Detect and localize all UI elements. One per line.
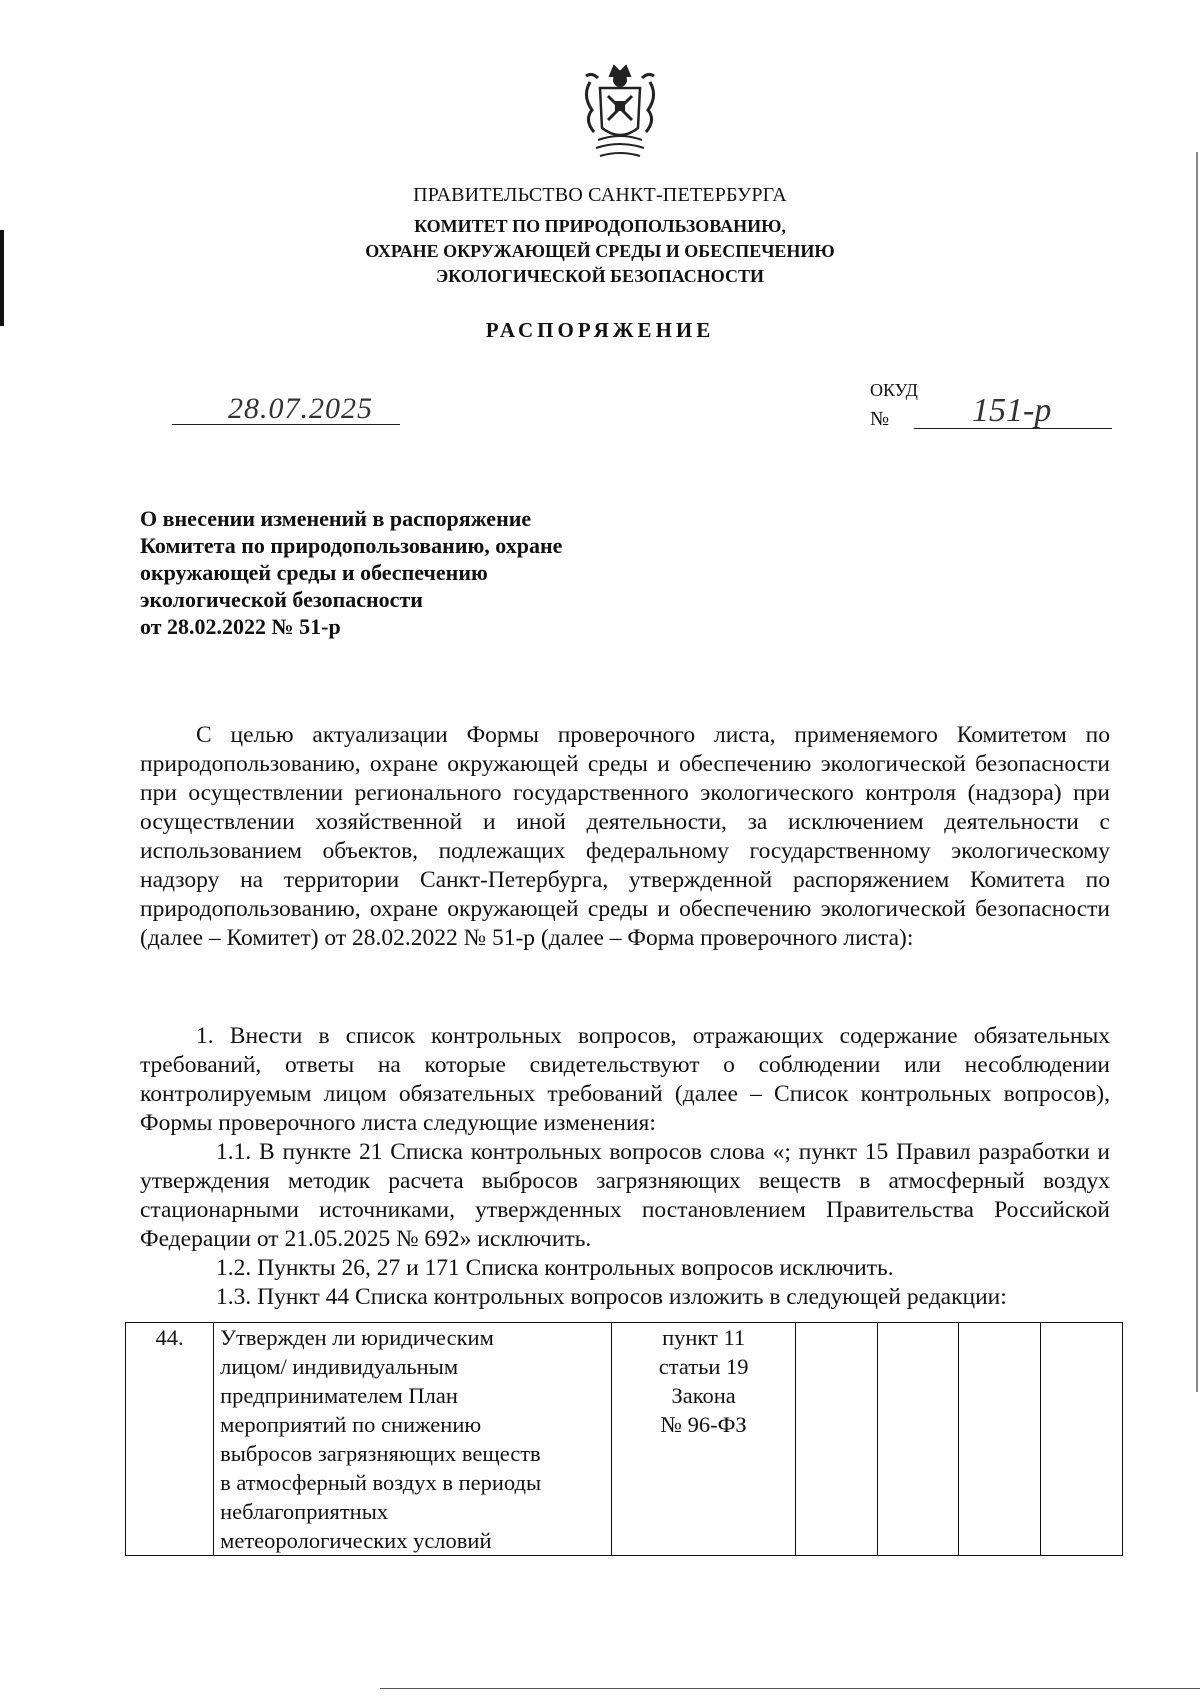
item-1-paragraph: 1. Внести в список контрольных вопросов, отражающих содержание обязательных требований, ответы на которые свидетельствуют о соблюдении или несоблюдении контролируемым лицом обязательных требований (далее – Список контрольных вопросов), Формы проверочного листа следующие изменения:	[140, 1023, 1110, 1136]
question-line: лицом/ индивидуальным	[220, 1354, 459, 1379]
number-underline	[914, 428, 1112, 429]
preamble-paragraph: С целью актуализации Формы проверочного листа, применяемого Комитетом по природопользованию, охране окружающей среды и обеспечению экологической безопасности при осуществлении регионального государственного экологического контроля (надзора) при осуществлении хозяйственной и иной деятельности, за исключением деятельности с использованием объектов, подлежащих федеральному государственному экологическому надзору на территории Санкт-Петербурга, утвержденной распоряжением Комитета по природопользованию, охране окружающей среды и обеспечению экологической безопасности (далее – Комитет) от 28.02.2022 № 51-р (далее – Форма проверочного листа):	[140, 722, 1110, 951]
preamble-block	[140, 721, 1110, 953]
question-cell	[214, 1323, 612, 1556]
question-line: в атмосферный воздух в периоды	[220, 1470, 542, 1495]
question-line: выбросов загрязняющих веществ	[220, 1441, 541, 1466]
document-type-title: РАСПОРЯЖЕНИЕ	[485, 318, 715, 342]
amendment-table	[125, 1322, 1123, 1556]
date-underline	[172, 424, 400, 425]
committee-line: ОХРАНЕ ОКРУЖАЮЩЕЙ СРЕДЫ И ОБЕСПЕЧЕНИЮ	[365, 241, 835, 261]
reference-line: статьи 19	[658, 1354, 749, 1379]
table-row	[126, 1323, 1123, 1556]
subject-line: от 28.02.2022 № 51-р	[140, 614, 341, 639]
scan-edge-line	[1196, 152, 1198, 1392]
reference-line: № 96-ФЗ	[660, 1412, 747, 1437]
item-1-3-paragraph: 1.3. Пункт 44 Списка контрольных вопросов изложить в следующей редакции:	[216, 1284, 1007, 1310]
scan-bottom-line	[380, 1688, 1200, 1689]
item-1-1-paragraph: 1.1. В пункте 21 Списка контрольных вопросов слова «; пункт 15 Правил разработки и утверждения методик расчета выбросов загрязняющих веществ в атмосферный воздух стационарными источниками, утвержденных постановлением Правительства Российской Федерации от 21.05.2025 № 692» исключить.	[140, 1139, 1110, 1252]
reference-line: Закона	[671, 1383, 736, 1408]
item-1-2-paragraph: 1.2. Пункты 26, 27 и 171 Списка контрольных вопросов исключить.	[216, 1255, 894, 1281]
handwritten-number: 151-р	[972, 392, 1052, 429]
reference-line: пункт 11	[662, 1325, 746, 1350]
subject-heading	[140, 505, 562, 640]
committee-line: ЭКОЛОГИЧЕСКОЙ БЕЗОПАСНОСТИ	[435, 266, 765, 286]
answer-cell-na	[959, 1323, 1041, 1556]
subject-line: О внесении изменений в распоряжение	[140, 506, 532, 531]
question-line: неблагоприятных	[220, 1499, 389, 1524]
answer-cell-no	[877, 1323, 959, 1556]
amendments-block	[140, 1022, 1110, 1312]
committee-line: КОМИТЕТ ПО ПРИРОДОПОЛЬЗОВАНИЮ,	[414, 216, 786, 236]
scan-margin-mark	[0, 230, 4, 326]
handwritten-date: 28.07.2025	[228, 392, 373, 425]
okud-label: ОКУД	[870, 380, 918, 400]
subject-line: Комитета по природопользованию, охране	[140, 533, 563, 558]
answer-cell-yes	[795, 1323, 877, 1556]
government-name: ПРАВИТЕЛЬСТВО САНКТ-ПЕТЕРБУРГА	[413, 184, 787, 206]
number-sign: №	[870, 408, 890, 430]
row-number-cell: 44.	[126, 1323, 214, 1556]
subject-line: окружающей среды и обеспечению	[140, 560, 488, 585]
question-line: Утвержден ли юридическим	[220, 1325, 494, 1350]
coat-of-arms-emblem	[570, 62, 670, 162]
committee-name	[0, 214, 1200, 289]
reference-cell	[612, 1323, 796, 1556]
question-line: мероприятий по снижению	[220, 1412, 482, 1437]
question-line: предпринимателем План	[220, 1383, 458, 1408]
question-line: метеорологических условий	[220, 1528, 492, 1553]
subject-line: экологической безопасности	[140, 587, 423, 612]
answer-cell-note	[1041, 1323, 1123, 1556]
